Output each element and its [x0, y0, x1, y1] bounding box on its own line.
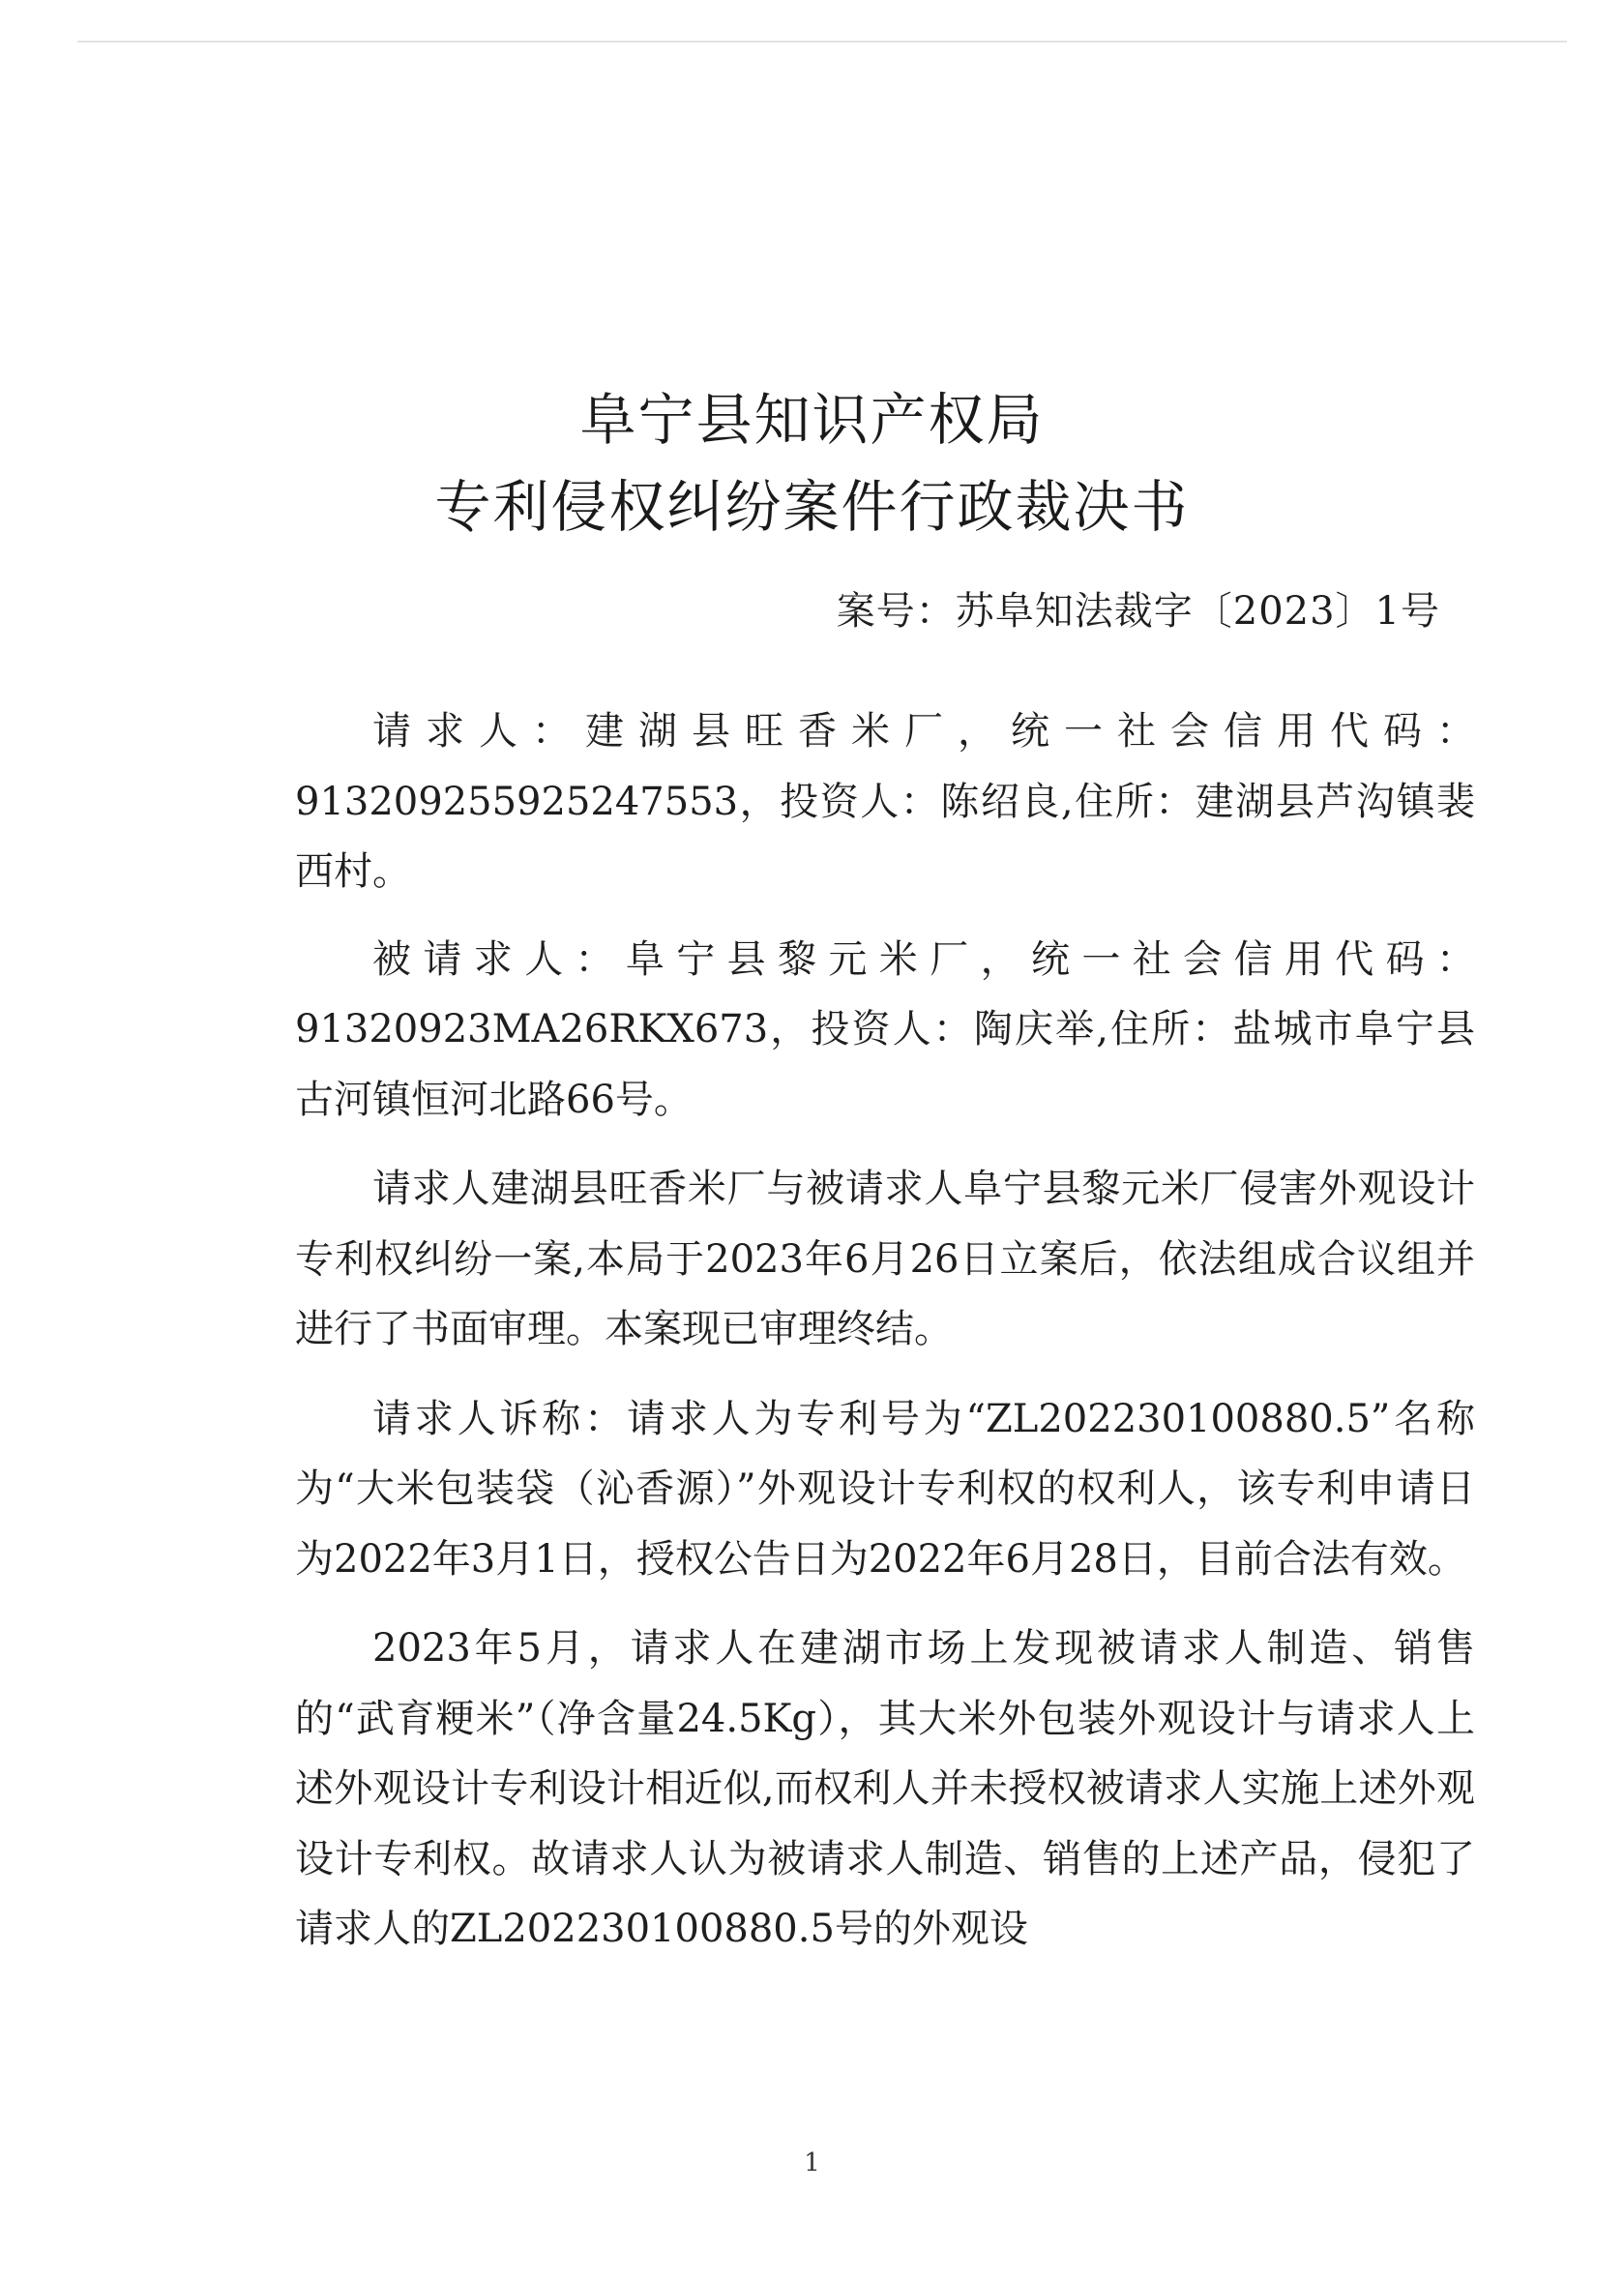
scan-top-rule [77, 41, 1567, 43]
paragraph-petitioner-claim: 请求人诉称：请求人为专利号为“ZL202230100880.5”名称为“大米包装袋（沁香源）”外观设计专利权的权利人，该专利申请日为2022年3月1日，授权公告日为2022年6月28日，目前合法有效。 [295, 1396, 1475, 1582]
case-number: 案号：苏阜知法裁字〔2023〕1号 [836, 589, 1440, 634]
paragraph-petitioner: 请求人：建湖县旺香米厂，统一社会信用代码：913209255925247553，投资人：陈绍良,住所：建湖县芦沟镇裴西村。 [295, 709, 1475, 894]
paragraph-case-filing: 请求人建湖县旺香米厂与被请求人阜宁县黎元米厂侵害外观设计专利权纠纷一案,本局于2023年6月26日立案后，依法组成合议组并进行了书面审理。本案现已审理终结。 [295, 1167, 1475, 1351]
paragraph-respondent: 被请求人：阜宁县黎元米厂，统一社会信用代码：91320923MA26RKX673，投资人：陶庆举,住所：盐城市阜宁县古河镇恒河北路66号。 [295, 936, 1475, 1122]
document-title-issuer: 阜宁县知识产权局 [579, 387, 1045, 453]
document-title-type: 专利侵权纠纷案件行政裁决书 [434, 474, 1190, 540]
document-body [295, 696, 1475, 1984]
paragraph-infringement-facts: 2023年5月，请求人在建湖市场上发现被请求人制造、销售的“武育粳米”（净含量24.5Kg），其大米外包装外观设计与请求人上述外观设计专利设计相近似,而权利人并未授权被请求人实施上述外观设计专利权。故请求人认为被请求人制造、销售的上述产品，侵犯了请求人的ZL202230100880.5号的外观设 [295, 1626, 1475, 1951]
page-number: 1 [804, 2148, 820, 2177]
